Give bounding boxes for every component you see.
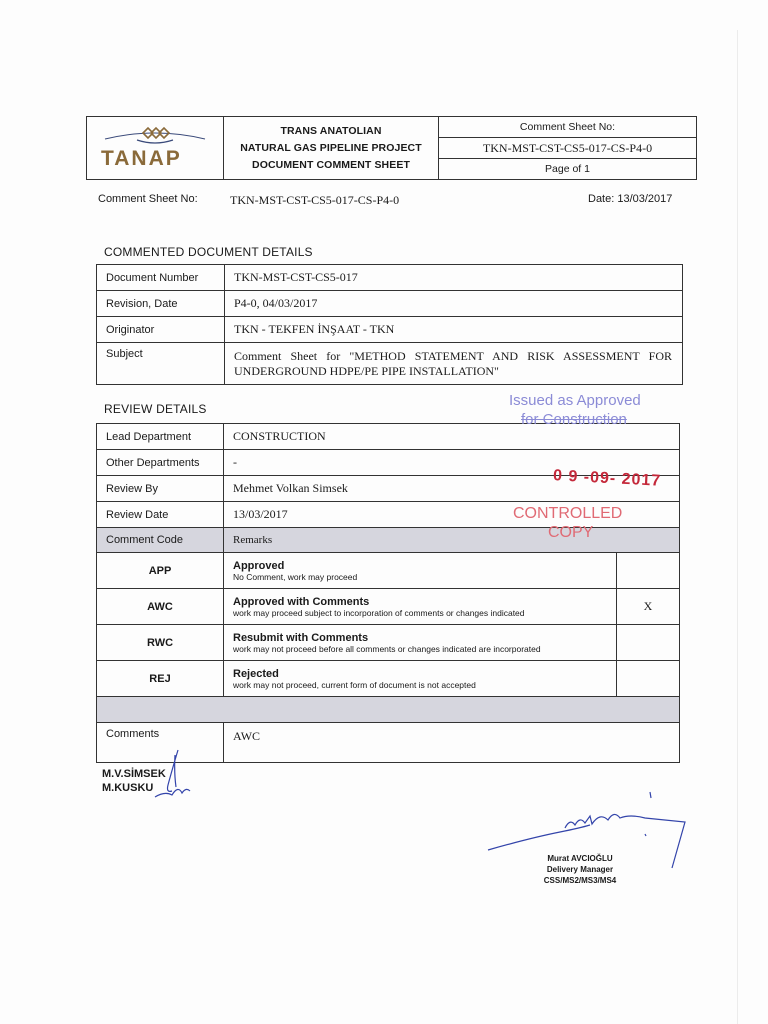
row-value: TKN-MST-CST-CS5-017 — [225, 265, 683, 291]
row-value: Mehmet Volkan Simsek — [224, 476, 680, 502]
table-row — [97, 291, 683, 317]
code-title: Resubmit with Comments — [233, 631, 369, 644]
table-row — [97, 317, 683, 343]
meta-date: Date: 13/03/2017 — [588, 193, 673, 205]
header-title-line: NATURAL GAS PIPELINE PROJECT — [240, 141, 422, 154]
row-label: Revision, Date — [97, 291, 225, 317]
header-sheet-number: TKN-MST-CST-CS5-017-CS-P4-0 — [439, 137, 696, 158]
code-cell: RWC — [97, 625, 224, 661]
tanap-logo — [87, 117, 224, 179]
code-mark — [617, 625, 680, 661]
header-title-line: TRANS ANATOLIAN — [280, 124, 382, 137]
table-row — [97, 265, 683, 291]
row-label: Subject — [97, 343, 225, 385]
row-value: TKN - TEKFEN İNŞAAT - TKN — [225, 317, 683, 343]
code-mark — [617, 661, 680, 697]
row-label: Review By — [97, 476, 224, 502]
code-title: Rejected — [233, 667, 279, 680]
code-mark — [617, 553, 680, 589]
row-value: - — [224, 450, 680, 476]
controlled-stamp-line2: COPY — [548, 524, 594, 541]
code-desc: work may not proceed, current form of document is not accepted — [233, 679, 476, 690]
manager-name: Murat AVCIOĞLU — [547, 854, 613, 863]
code-description — [224, 553, 617, 589]
row-value: 13/03/2017 — [224, 502, 680, 528]
logo-text: TANAP — [101, 147, 182, 170]
header-page: Page of 1 — [439, 158, 696, 179]
code-desc: work may proceed subject to incorporation of comments or changes indicated — [233, 607, 525, 618]
manager-scope: CSS/MS2/MS3/MS4 — [543, 876, 617, 885]
header-title-line: DOCUMENT COMMENT SHEET — [252, 158, 410, 171]
controlled-stamp-line1: CONTROLLED — [513, 505, 623, 522]
row-value: P4-0, 04/03/2017 — [225, 291, 683, 317]
review-details-heading: REVIEW DETAILS — [104, 402, 207, 416]
row-value: Comment Sheet for "METHOD STATEMENT AND RISK ASSESSMENT FOR UNDERGROUND HDPE/PE PIPE INSTALLATION" — [225, 343, 683, 385]
remarks-header: Remarks — [224, 528, 680, 553]
meta-sheet-label: Comment Sheet No: — [98, 193, 198, 205]
reviewer-name: M.KUSKU — [102, 782, 154, 794]
commented-details-heading: COMMENTED DOCUMENT DETAILS — [104, 245, 313, 259]
code-cell: REJ — [97, 661, 224, 697]
row-value: CONSTRUCTION — [224, 424, 680, 450]
spacer-row — [97, 697, 680, 723]
page-edge — [737, 30, 738, 1024]
row-label: Lead Department — [97, 424, 224, 450]
code-mark: X — [617, 589, 680, 625]
commented-details-table — [96, 264, 683, 385]
table-row — [97, 343, 683, 385]
comments-value: AWC — [224, 723, 680, 763]
issued-stamp-line1: Issued as Approved — [509, 392, 641, 409]
spacer-cell — [97, 697, 680, 723]
header-title — [224, 117, 439, 179]
code-description — [224, 661, 617, 697]
code-title: Approved with Comments — [233, 595, 370, 608]
meta-sheet-value: TKN-MST-CST-CS5-017-CS-P4-0 — [230, 193, 400, 207]
comment-code-row — [97, 553, 680, 589]
row-label: Review Date — [97, 502, 224, 528]
code-cell: AWC — [97, 589, 224, 625]
header-sheet-label: Comment Sheet No: — [519, 121, 616, 133]
issued-stamp-line2: for Construction — [521, 411, 627, 428]
comments-label: Comments — [97, 723, 224, 763]
row-label: Document Number — [97, 265, 225, 291]
code-cell: APP — [97, 553, 224, 589]
code-title: Approved — [233, 559, 285, 572]
document-header — [86, 116, 697, 180]
header-sheet-info — [439, 117, 696, 179]
code-desc: No Comment, work may proceed — [233, 571, 358, 582]
reviewer-name: M.V.SİMSEK — [102, 768, 166, 780]
comment-code-row — [97, 661, 680, 697]
code-description — [224, 625, 617, 661]
comment-code-row — [97, 589, 680, 625]
row-label: Originator — [97, 317, 225, 343]
comment-code-header: Comment Code — [97, 528, 224, 553]
date-stamp: 0 9 -09- 2017 — [552, 467, 662, 490]
code-desc: work may not proceed before all comments or changes indicated are incorporated — [233, 643, 541, 654]
code-description — [224, 589, 617, 625]
manager-title: Delivery Manager — [546, 865, 614, 874]
row-label: Other Departments — [97, 450, 224, 476]
comment-code-row — [97, 625, 680, 661]
reviewer-signature — [150, 745, 200, 805]
